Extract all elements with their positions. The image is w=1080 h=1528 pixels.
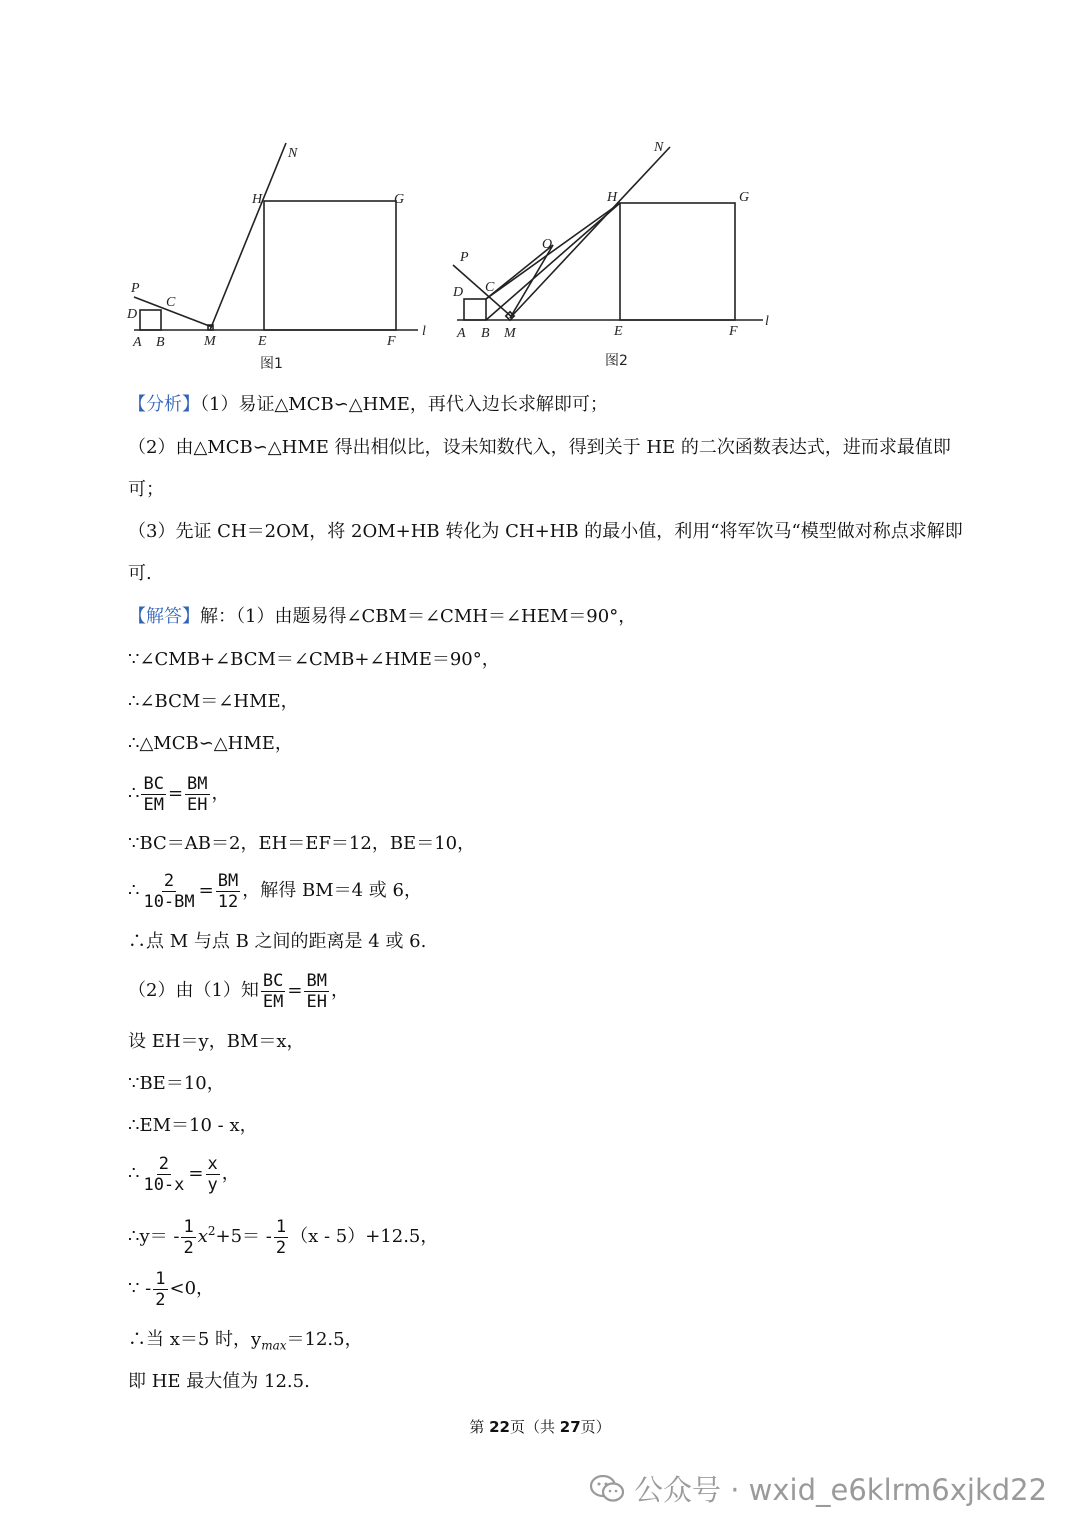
solution-line-11: ∵BE＝10，: [128, 1073, 225, 1094]
solution-line-4: ∴△MCB∽△HME，: [128, 733, 293, 754]
fig1-label-M: M: [204, 334, 216, 349]
analysis-line-4: （3）先证 CH＝2OM，将 2OM+HB 转化为 CH+HB 的最小值，利用“将军饮马“模型做对称点求解即: [128, 521, 963, 542]
fraction: [141, 774, 165, 815]
s14-part-a: ∴y＝ -: [128, 1226, 180, 1247]
s13-prefix: ∴: [128, 1163, 140, 1184]
solution-line-10: 设 EH＝y，BM＝x，: [128, 1031, 305, 1052]
s16-part-b: ＝12.5，: [286, 1329, 363, 1350]
s14-exponent: 2: [207, 1224, 216, 1238]
fig1-label-A: A: [133, 335, 142, 350]
fig2-label-O: O: [542, 237, 553, 252]
fig2-label-B: B: [481, 326, 490, 341]
fraction-denominator: 2: [155, 1289, 166, 1310]
fraction-denominator: EM: [143, 794, 164, 815]
fig1-label-H: H: [252, 192, 263, 207]
solution-line-3: ∴∠BCM＝∠HME，: [128, 691, 299, 712]
figure-2: [445, 135, 785, 380]
s15-part-a: ∵ -: [128, 1278, 152, 1299]
fig1-label-C: C: [166, 295, 176, 310]
fraction-numerator: 1: [183, 1216, 194, 1237]
fig1-label-N: N: [288, 146, 298, 161]
fraction: [141, 871, 196, 912]
fig2-label-l: l: [765, 314, 769, 329]
analysis-line-1: [128, 393, 608, 417]
total-page-number: 27: [559, 1418, 581, 1436]
fraction-denominator: EM: [262, 991, 284, 1012]
fig1-label-E: E: [258, 334, 267, 349]
analysis-p1: （1）易证△MCB∽△HME，再代入边长求解即可；: [200, 394, 608, 415]
fraction-numerator: 2: [158, 1153, 170, 1174]
solution-line-8: ∴点 M 与点 B 之间的距离是 4 或 6.: [128, 931, 427, 952]
fraction-numerator: x: [207, 1153, 218, 1174]
solution-line-7: [128, 867, 422, 915]
fig2-label-A: A: [457, 326, 466, 341]
solution-line-15: [128, 1265, 214, 1313]
footer-pre: 第: [469, 1418, 490, 1436]
s14-part-d: （x - 5）+12.5，: [290, 1226, 439, 1247]
s16-subscript: max: [261, 1338, 287, 1353]
fraction: [185, 774, 209, 815]
fraction-denominator: EH: [306, 991, 327, 1012]
fraction-denominator: 12: [217, 891, 239, 912]
footer-mid: 页（共: [509, 1418, 560, 1436]
fraction: [141, 1154, 186, 1195]
fraction-numerator: BM: [217, 870, 239, 891]
s14-part-b: x: [197, 1226, 208, 1247]
s9-prefix: （2）由（1）知: [128, 980, 259, 1001]
solution-line-13: [128, 1150, 240, 1198]
fraction-numerator: BC: [143, 773, 164, 794]
s9-suffix: ，: [330, 980, 349, 1001]
watermark-label: 公众号 · wxid_e6klrm6xjkd22: [634, 1473, 1048, 1507]
solution-line-1: [128, 605, 636, 629]
fig1-label-D: D: [127, 307, 138, 322]
s7-suffix: ，解得 BM＝4 或 6，: [242, 880, 422, 901]
solution-tag: 【解答】: [128, 606, 200, 627]
fraction-denominator: y: [207, 1174, 218, 1195]
fig1-caption: 图1: [260, 356, 283, 372]
equals-sign: =: [167, 783, 184, 804]
fig2-label-E: E: [614, 324, 623, 339]
fraction: [261, 971, 285, 1012]
solution-line-2: ∵∠CMB+∠BCM＝∠CMB+∠HME＝90°，: [128, 649, 500, 670]
fraction: [153, 1269, 167, 1310]
fig1-label-G: G: [394, 192, 405, 207]
wechat-icon: [590, 1475, 624, 1503]
fig1-label-P: P: [131, 281, 140, 296]
fig1-label-F: F: [387, 334, 396, 349]
fraction: [216, 871, 240, 912]
fraction-numerator: 2: [163, 870, 175, 891]
fraction: [181, 1217, 195, 1258]
fraction-denominator: 10-BM: [143, 891, 195, 912]
solution-line-14: [128, 1207, 438, 1261]
analysis-line-2: （2）由△MCB∽△HME 得出相似比，设未知数代入，得到关于 HE 的二次函数表达式，进而求最值即: [128, 437, 951, 458]
analysis-tag: 【分析】: [128, 394, 200, 415]
analysis-line-5: 可.: [128, 563, 152, 584]
solution-line-17: 即 HE 最大值为 12.5.: [128, 1371, 310, 1392]
s13-suffix: ，: [221, 1163, 240, 1184]
fraction-denominator: 2: [275, 1237, 287, 1258]
footer-post: 页）: [580, 1418, 611, 1436]
equals-sign: =: [198, 880, 214, 901]
fig2-label-G: G: [739, 190, 750, 205]
fraction-denominator: 10-x: [143, 1174, 185, 1195]
fraction-denominator: 2: [183, 1237, 194, 1258]
fig2-label-F: F: [729, 324, 738, 339]
fig2-label-C: C: [485, 280, 495, 295]
s16-part-a: ∴当 x＝5 时，y: [128, 1329, 262, 1350]
fig2-label-M: M: [504, 326, 516, 341]
fraction: [304, 971, 328, 1012]
fraction-numerator: BM: [187, 773, 208, 794]
fig2-label-P: P: [460, 250, 469, 265]
fraction-numerator: BC: [262, 970, 284, 991]
s14-part-c: +5＝ -: [215, 1226, 272, 1247]
page-footer: [0, 1416, 1080, 1437]
fraction-denominator: EH: [187, 794, 208, 815]
s5-suffix: ，: [211, 783, 230, 804]
analysis-line-3: 可；: [128, 479, 164, 500]
fraction-numerator: 1: [275, 1216, 287, 1237]
watermark: [590, 1468, 1047, 1509]
equals-sign: =: [287, 980, 303, 1001]
solution-s1: 解：（1）由题易得∠CBM＝∠CMH＝∠HEM＝90°，: [200, 606, 637, 627]
solution-line-16: [128, 1328, 363, 1358]
fig2-label-D: D: [453, 285, 464, 300]
fraction: [274, 1217, 288, 1258]
fig2-label-N: N: [654, 140, 664, 155]
fig1-label-B: B: [156, 335, 165, 350]
s5-prefix: ∴: [128, 783, 140, 804]
figure-1: [120, 135, 440, 380]
fig2-caption: 图2: [605, 353, 628, 369]
current-page-number: 22: [489, 1418, 510, 1436]
s15-part-b: <0，: [169, 1278, 215, 1299]
fraction: [206, 1154, 220, 1195]
fraction-numerator: BM: [306, 970, 327, 991]
fig2-label-H: H: [607, 190, 618, 205]
solution-line-6: ∵BC＝AB＝2，EH＝EF＝12，BE＝10，: [128, 833, 476, 854]
s7-prefix: ∴: [128, 880, 140, 901]
solution-line-9: [128, 967, 349, 1015]
solution-line-12: ∴EM＝10 - x，: [128, 1115, 258, 1136]
fraction-numerator: 1: [155, 1268, 166, 1289]
fig1-label-l: l: [422, 324, 426, 339]
equals-sign: =: [188, 1163, 204, 1184]
solution-line-5: [128, 770, 230, 818]
